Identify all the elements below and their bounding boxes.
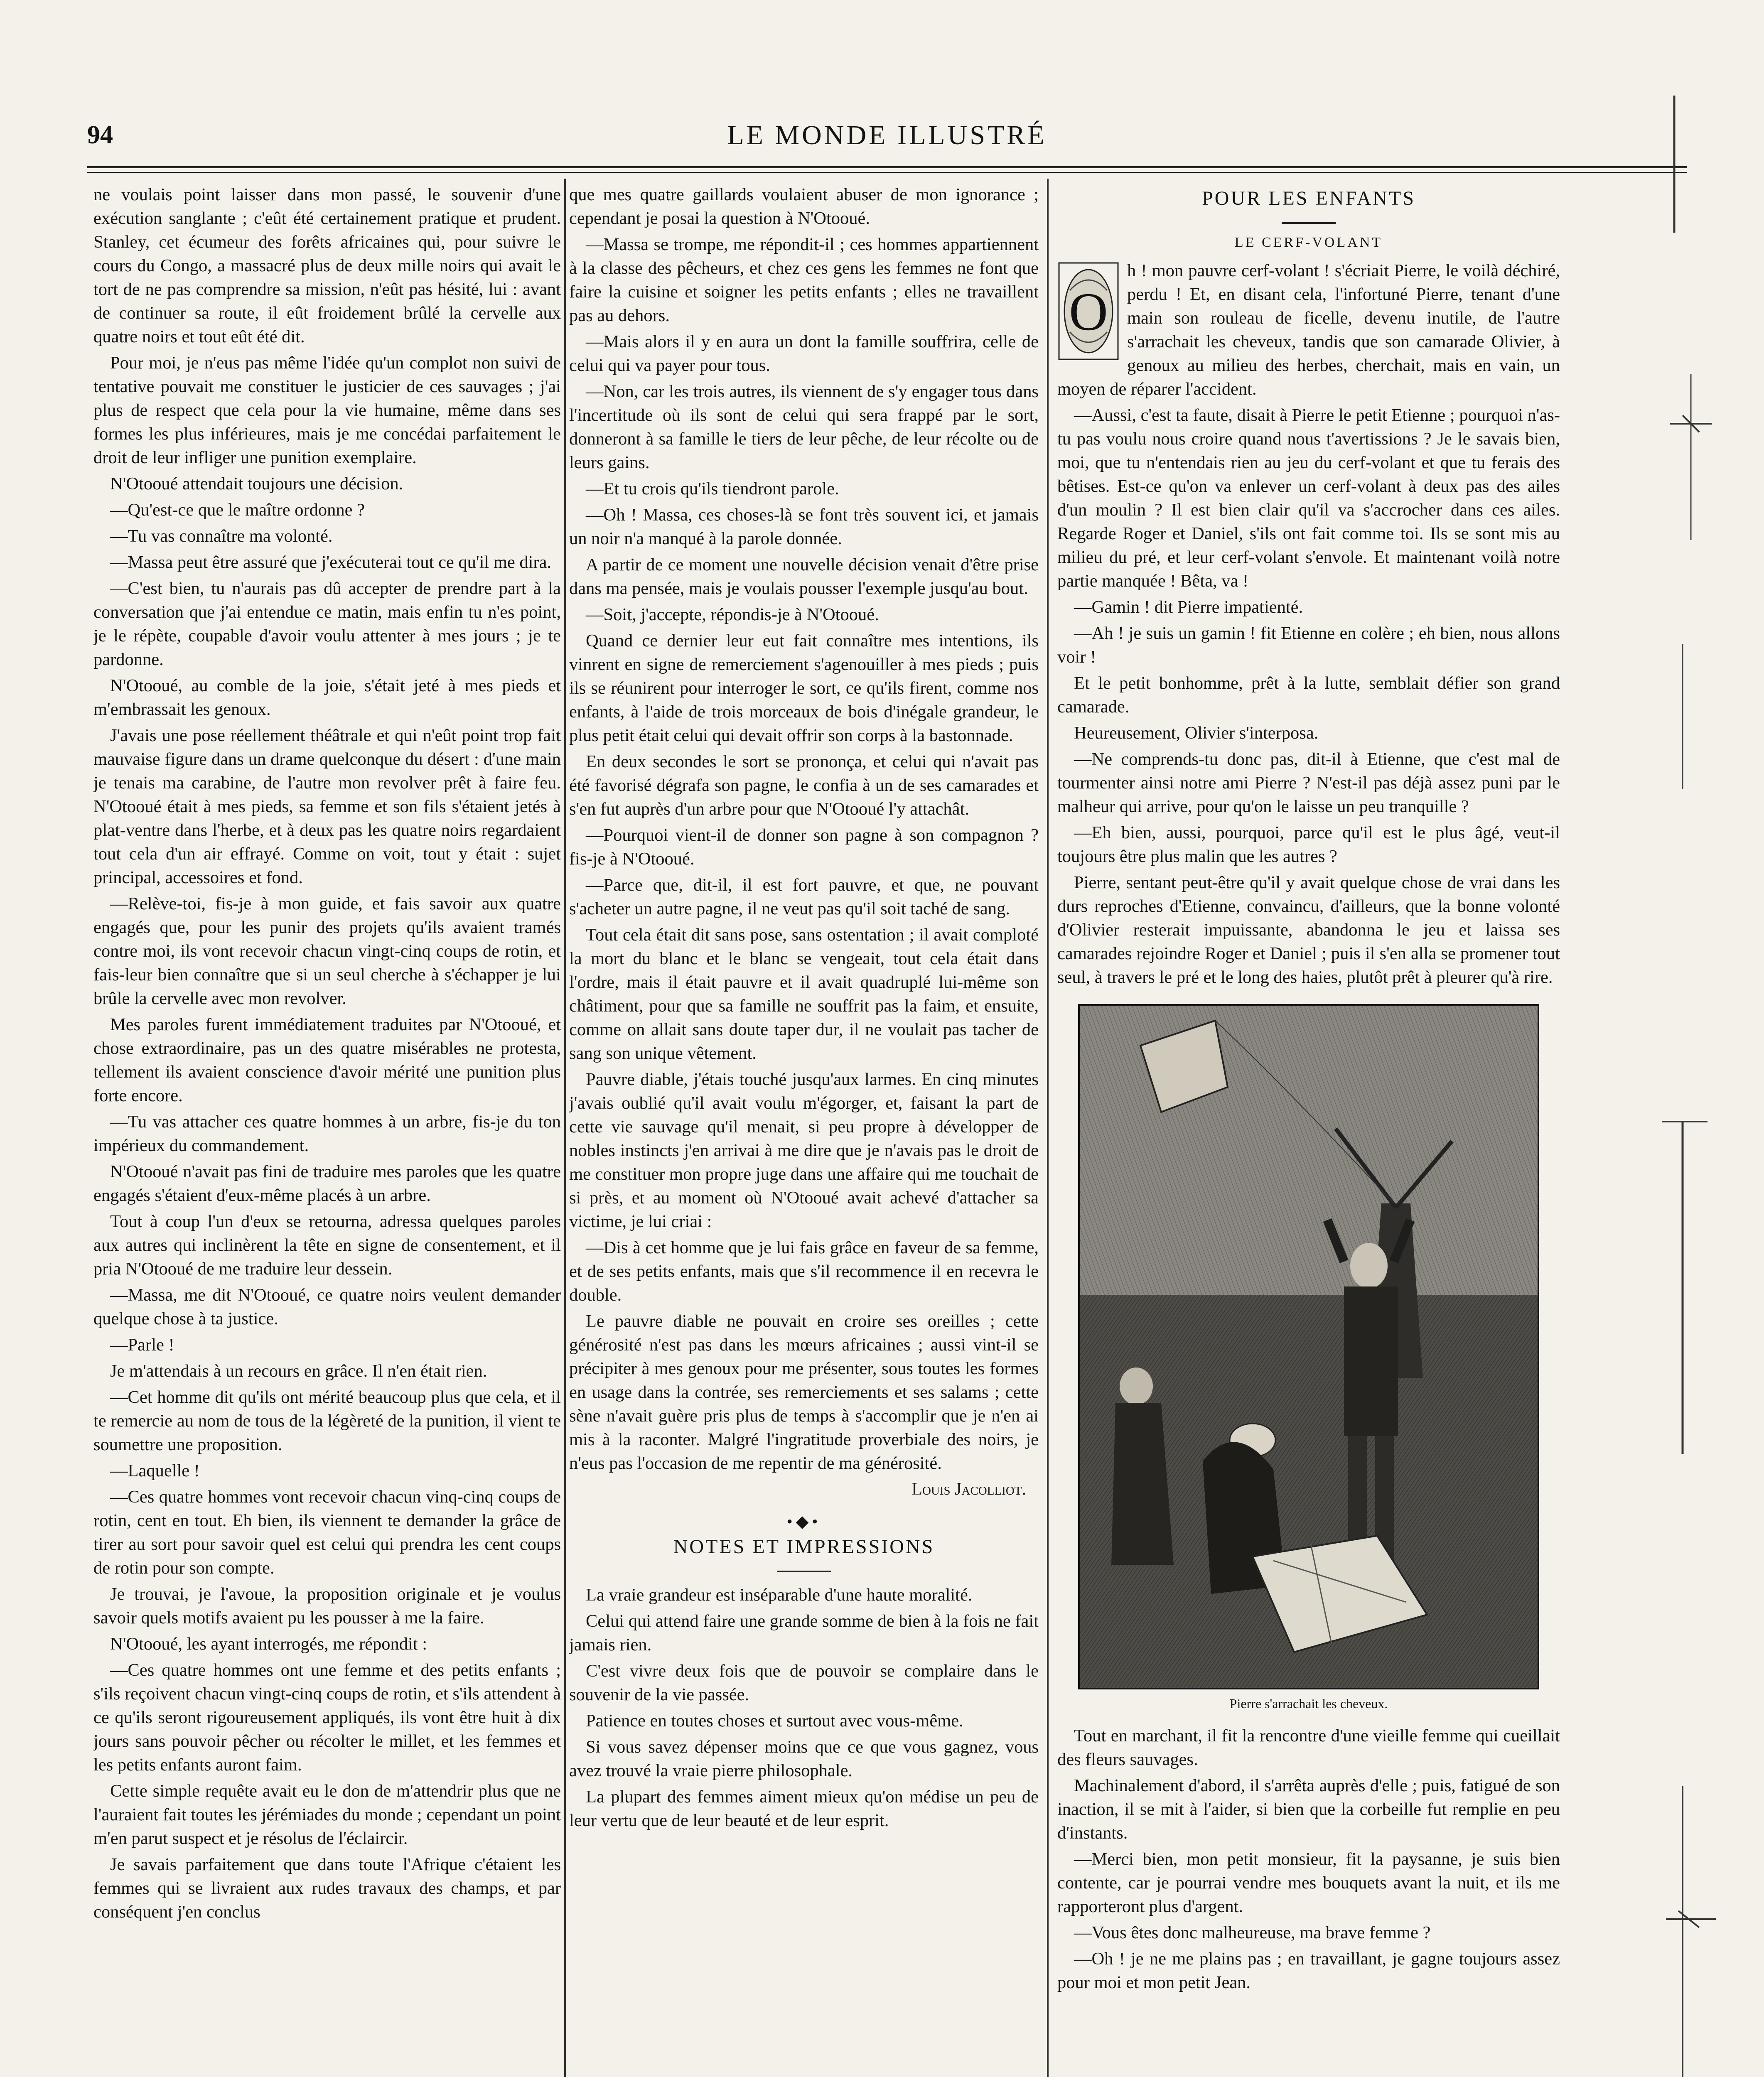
ornamental-drop-cap (1057, 261, 1120, 361)
paragraph: —Ces quatre hommes ont une femme et des petits enfants ; s'ils reçoivent chacun vingt-cinq coups de rotin, et s'ils attendent à ce qu'ils seront rigoureusement appliqués, ils vont être huit à dix jours sans pouvoir pêcher ou récolter le millet, et les femmes et les petits enfants auront faim. (93, 1660, 561, 1775)
paragraph: —Relève-toi, fis-je à mon guide, et fais savoir aux quatre engagés que, pour les punir des projets qu'ils avaient tramés contre moi, ils vont recevoir chacun vingt-cinq coups de rotin, et fais-leur bien connaître que si un seul cherche à s'échapper je lui brûle la cervelle avec mon revolver. (93, 894, 561, 1008)
paragraph: J'avais une pose réellement théâtrale et qui n'eût point trop fait mauvaise figure dans un drame quelconque du désert : d'une main je tenais ma carabine, de l'autre mon revolver prêt à faire feu. N'Otooué était à mes pieds, sa femme et son fils s'étaient jetés à plat-ventre dans l'herbe, et à deux pas les quatre noirs regardaient tout cela d'un air effrayé. Comme on voit, tout y était : sujet principal, accessoires et fond. (93, 726, 561, 887)
paragraph: —C'est bien, tu n'aurais pas dû accepter de prendre part à la conversation que j'ai entendue ce matin, mais enfin tu n'es point, je le répète, coupable d'avoir voulu attenter à mes jours ; je te pardonne. (93, 579, 561, 669)
paragraph: Cette simple requête avait eu le don de m'attendrir plus que ne l'auraient fait toutes les jérémiades du monde ; cependant un point m'en parut suspect et je résolus de l'éclaircir. (93, 1781, 561, 1848)
author-signature: Louis Jacolliot. (911, 1480, 1026, 1499)
paragraph: —Ah ! je suis un gamin ! fit Etienne en colère ; eh bien, nous allons voir ! (1057, 624, 1560, 667)
paragraph: —Eh bien, aussi, pourquoi, parce qu'il est le plus âgé, veut-il toujours être plus malin que les autres ? (1057, 823, 1560, 866)
story-title: LE CERF-VOLANT (1234, 235, 1383, 250)
paragraph: —Vous êtes donc malheureuse, ma brave femme ? (1074, 1923, 1431, 1942)
illustration-caption: Pierre s'arrachait les cheveux. (1229, 1696, 1388, 1711)
paragraph: —Oh ! je ne me plains pas ; en travaillant, je gagne toujours assez pour moi et mon petit Jean. (1057, 1949, 1560, 1992)
paragraph: —Merci bien, mon petit monsieur, fit la paysanne, je suis bien contente, car je pourrai vendre mes bouquets avant la nuit, et ils me rapporteront plus d'argent. (1057, 1849, 1560, 1916)
paragraph: Et le petit bonhomme, prêt à la lutte, semblait défier son grand camarade. (1057, 673, 1560, 717)
header-rule-bottom (87, 172, 1687, 173)
column-divider-1 (564, 179, 566, 2077)
journal-title: LE MONDE ILLUSTRÉ (727, 120, 1047, 150)
binding-margin-marks (1645, 0, 1753, 2077)
paragraph: A partir de ce moment une nouvelle décision venait d'être prise dans ma pensée, mais je voulais pousser l'exemple jusqu'au bout. (569, 555, 1039, 598)
article-column-1 (93, 183, 561, 2077)
note-item: La vraie grandeur est inséparable d'une haute moralité. (586, 1585, 973, 1605)
paragraph: —Et tu crois qu'ils tiendront parole. (586, 479, 839, 498)
column-divider-2 (1047, 179, 1049, 2077)
paragraph: N'Otooué n'avait pas fini de traduire mes paroles que les quatre engagés s'étaient d'eux-même placés à un arbre. (93, 1162, 561, 1205)
paragraph: Mes paroles furent immédiatement traduites par N'Otooué, et chose extraordinaire, pas un des quatre misérables ne protesta, tellement ils avaient conscience d'avoir mérité une punition plus forte encore. (93, 1015, 561, 1105)
paragraph: —Tu vas connaître ma volonté. (110, 526, 333, 546)
paragraph: Pierre, sentant peut-être qu'il y avait quelque chose de vrai dans les durs reproches d'Etienne, convaincu, d'ailleurs, que la bonne volonté d'Olivier resterait impuissante, abandonna le jeu et laissa ses camarades rejoindre Roger et Daniel ; puis il s'en alla se promener tout seul, à travers le pré et le long des haies, plutôt prêt à pleurer qu'à rire. (1057, 873, 1560, 987)
paragraph: Machinalement d'abord, il s'arrêta auprès d'elle ; puis, fatigué de son inaction, il se mit à l'aider, si bien que la corbeille fut remplie en peu d'instants. (1057, 1776, 1560, 1843)
paragraph: —Dis à cet homme que je lui fais grâce en faveur de sa femme, et de ses petits enfants, mais que s'il recommence il en recevra le double. (569, 1238, 1039, 1305)
paragraph: Je trouvai, je l'avoue, la proposition originale et je voulus savoir quels motifs avaient pu les pousser à me la faire. (93, 1584, 561, 1628)
paragraph: —Laquelle ! (110, 1461, 200, 1480)
note-item: Celui qui attend faire une grande somme de bien à la fois ne fait jamais rien. (569, 1611, 1039, 1655)
paragraph: —Mais alors il y en aura un dont la famille souffrira, celle de celui qui va payer pour tous. (569, 332, 1039, 375)
paragraph: —Tu vas attacher ces quatre hommes à un arbre, fis-je du ton impérieux du commandement. (93, 1112, 561, 1155)
paragraph: Heureusement, Olivier s'interposa. (1074, 723, 1319, 743)
paragraph: Je savais parfaitement que dans toute l'Afrique c'étaient les femmes qui se livraient aux rudes travaux des champs, et par conséquent j'en conclus (93, 1855, 561, 1922)
paragraph: ne voulais point laisser dans mon passé, le souvenir d'une exécution sanglante ; c'eût été certainement pratique et prudent. Stanley, cet écumeur des forêts africaines qui, pour suivre le cours du Congo, a massacré plus de deux mille noirs qui avait le tort de ne pas comprendre sa mission, n'eût pas hésité, lui : avant de continuer sa route, il eût froidement brûlé la cervelle aux quatre noirs et tout eût été dit. (93, 185, 561, 346)
paragraph: Pauvre diable, j'étais touché jusqu'aux larmes. En cinq minutes j'avais oublié qu'il avait voulu m'égorger, et, faisant la part de cette vie sauvage qu'il menait, si peu propre à développer de nobles instincts j'en arrivai à me dire que je n'avais pas le droit de me constituer mon propre juge dans une affaire qui me touchait de si près, et au moment où N'Otooué avait achevé d'attacher sa victime, je lui criai : (569, 1070, 1039, 1231)
paragraph: —Ne comprends-tu donc pas, dit-il à Etienne, que c'est mal de tourmenter ainsi notre ami Pierre ? N'est-il pas déjà assez puni par le malheur qui arrive, pour qu'on le laisse un peu tranquille ? (1057, 749, 1560, 816)
article-column-2 (569, 183, 1039, 2077)
note-item: C'est vivre deux fois que de pouvoir se complaire dans le souvenir de la vie passée. (569, 1661, 1039, 1704)
paragraph: —Pourquoi vient-il de donner son pagne à son compagnon ? fis-je à N'Otooué. (569, 825, 1039, 869)
paragraph: Quand ce dernier leur eut fait connaître mes intentions, ils vinrent en signe de remerciement s'agenouiller à mes pieds ; puis ils se réunirent pour interroger le sort, ce qu'ils firent, comme nos enfants, à l'aide de trois morceaux de bois d'inégale grandeur, le plus petit était celui qui devait offrir son corps à la bastonnade. (569, 631, 1039, 745)
note-item: La plupart des femmes aiment mieux qu'on médise un peu de leur vertu que de leur beauté et de leur esprit. (569, 1787, 1039, 1830)
paragraph: N'Otooué, les ayant interrogés, me répondit : (110, 1634, 427, 1654)
paragraph: N'Otooué attendait toujours une décision. (110, 474, 403, 493)
paragraph: Pour moi, je n'eus pas même l'idée qu'un complot non suivi de tentative pouvait me constituer le justicier de ces sauvages ; j'ai plus de respect que cela pour la vie humaine, même dans ses formes les plus inférieures, mais je me concédai parfaitement le droit de leur infliger une punition exemplaire. (93, 353, 561, 467)
paragraph: Le pauvre diable ne pouvait en croire ses oreilles ; cette générosité n'est pas dans les mœurs africaines ; aussi vint-il se précipiter à mes genoux pour me présenter, sous toutes les formes en usage dans la contrée, ses remerciements et ses salams ; cette sène n'avait guère pris plus de temps à s'accomplir que je n'en ai mis à la raconter. Malgré l'ingratitude proverbiale des noirs, je n'eus pas l'occasion de me repentir de ma générosité. (569, 1311, 1039, 1473)
section-ornament: •◆• (786, 1512, 821, 1531)
page-header (87, 112, 1687, 162)
children-column (1057, 183, 1560, 2077)
page-number: 94 (87, 121, 113, 149)
notes-section-title: NOTES ET IMPRESSIONS (673, 1536, 935, 1558)
title-rule (777, 1571, 831, 1572)
paragraph: h ! mon pauvre cerf-volant ! s'écriait Pierre, le voilà déchiré, perdu ! Et, en disant cela, l'infortuné Pierre, tenant d'une main son rouleau de ficelle, devenu inutile, de l'autre s'arrachait les cheveux, tandis que son camarade Olivier, à genoux au milieu des herbes, cherchait, mais en vain, un moyen de réparer l'accident. (1057, 261, 1560, 399)
paragraph: —Massa, me dit N'Otooué, ce quatre noirs veulent demander quelque chose à ta justice. (93, 1285, 561, 1328)
paragraph: —Ces quatre hommes vont recevoir chacun vinq-cinq coups de rotin, cent en tout. Eh bien, ils viennent te demander la grâce de tirer au sort pour savoir quel est celui qui prendra les cent coups de rotin pour son compte. (93, 1487, 561, 1578)
children-section-title: POUR LES ENFANTS (1202, 187, 1415, 209)
paragraph: Je m'attendais à un recours en grâce. Il n'en était rien. (110, 1361, 487, 1381)
paragraph: En deux secondes le sort se prononça, et celui qui n'avait pas été favorisé dégrafa son pagne, le confia à un de ses camarades et s'en fut auprès d'un arbre pour que N'Otooué l'y attachât. (569, 752, 1039, 819)
paragraph: que mes quatre gaillards voulaient abuser de mon ignorance ; cependant je posai la question à N'Otooué. (569, 185, 1039, 228)
paragraph: Tout à coup l'un d'eux se retourna, adressa quelques paroles aux autres qui inclinèrent la tête en signe de consentement, et il pria N'Otooué de me traduire leur dessein. (93, 1212, 561, 1279)
title-rule (1282, 222, 1336, 224)
note-item: Patience en toutes choses et surtout avec vous-même. (586, 1711, 963, 1731)
paragraph: —Massa se trompe, me répondit-il ; ces hommes appartiennent à la classe des pêcheurs, et chez ces gens les femmes ne font que faire la cuisine et soigner les petits enfants ; elles ne travaillent pas au dehors. (569, 235, 1039, 325)
note-item: Si vous savez dépenser moins que ce que vous gagnez, vous avez trouvé la vraie pierre philosophale. (569, 1737, 1039, 1780)
paragraph: —Non, car les trois autres, ils viennent de s'y engager tous dans l'incertitude où ils sont de celui qui sera frappé par le sort, donneront à sa famille le tiers de leur pêche, de leur récolte ou de leurs gains. (569, 382, 1039, 472)
paragraph: —Cet homme dit qu'ils ont mérité beaucoup plus que cela, et il te remercie au nom de tous de la légèreté de la punition, il vient te soumettre une proposition. (93, 1387, 561, 1454)
paragraph: Tout en marchant, il fit la rencontre d'une vieille femme qui cueillait des fleurs sauvages. (1057, 1726, 1560, 1769)
drop-cap-letter: O (1069, 282, 1108, 342)
paragraph: —Oh ! Massa, ces choses-là se font très souvent ici, et jamais un noir n'a manqué à la parole donnée. (569, 505, 1039, 548)
paragraph: N'Otooué, au comble de la joie, s'était jeté à mes pieds et m'embrassait les genoux. (93, 676, 561, 719)
paragraph: Tout cela était dit sans pose, sans ostentation ; il avait comploté la mort du blanc et le blanc se vengeait, tout cela était dans l'ordre, mais il était pauvre et il avait quadruplé lui-même son châtiment, pour que sa famille ne souffrit pas la faim, et ensuite, comme on allait sans doute taper dur, il ne voulait pas tacher de sang son unique vêtement. (569, 925, 1039, 1063)
paragraph: —Aussi, c'est ta faute, disait à Pierre le petit Etienne ; pourquoi n'as-tu pas voulu nous croire quand nous t'avertissions ? Je le savais bien, moi, que tu n'entendais rien au jeu du cerf-volant et que tu ferais des bêtises. Est-ce qu'on va enlever un cerf-volant à deux pas des ailes d'un moulin ? Il est bien clair qu'il va s'accrocher dans ces ailes. Regarde Roger et Daniel, s'ils ont fait comme toi. Ils se sont mis au milieu du pré, et leur cerf-volant s'envole. Et maintenant voilà notre partie manquée ! Bêta, va ! (1057, 405, 1560, 591)
paragraph: —Qu'est-ce que le maître ordonne ? (110, 500, 365, 520)
paragraph: —Soit, j'accepte, répondis-je à N'Otooué. (586, 605, 879, 624)
header-rule-top (87, 166, 1687, 168)
paragraph: —Parle ! (110, 1335, 174, 1355)
paragraph: —Gamin ! dit Pierre impatienté. (1074, 597, 1303, 617)
paragraph: —Massa peut être assuré que j'exécuterai tout ce qu'il me dira. (110, 552, 552, 572)
engraving-illustration (1078, 1004, 1539, 1689)
paragraph: —Parce que, dit-il, il est fort pauvre, et que, ne pouvant s'acheter un autre pagne, il ne veut pas qu'il soit taché de sang. (569, 875, 1039, 918)
